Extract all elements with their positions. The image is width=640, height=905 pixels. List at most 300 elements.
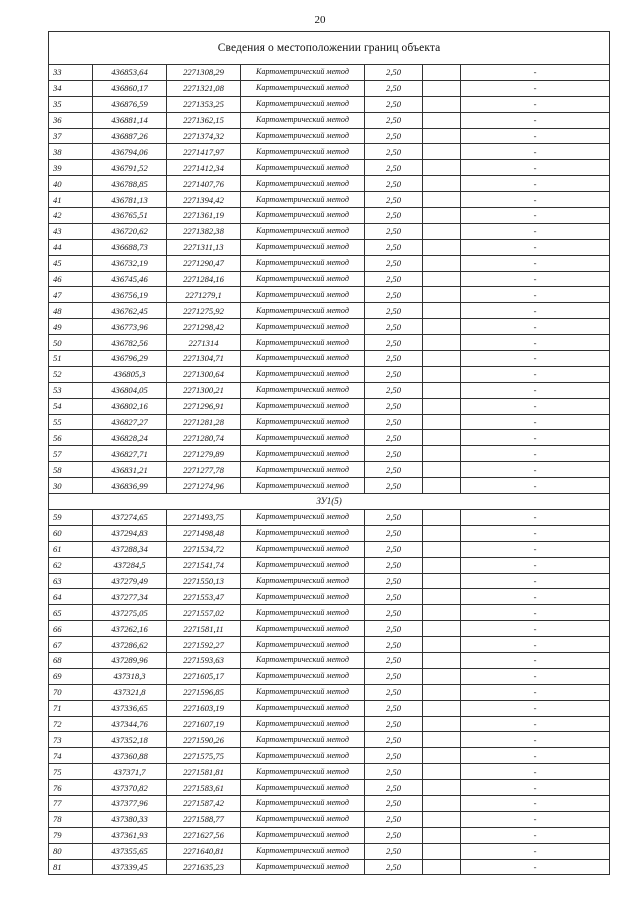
precision-cell: 2,50 [365, 430, 423, 446]
spacer-cell [423, 287, 461, 303]
spacer-cell [423, 382, 461, 398]
table-row [49, 96, 610, 112]
point-number-cell: 61 [49, 541, 93, 557]
spacer-cell [423, 589, 461, 605]
point-number-cell: 55 [49, 414, 93, 430]
description-cell: - [461, 382, 610, 398]
description-cell: - [461, 589, 610, 605]
table-row [49, 255, 610, 271]
description-cell: - [461, 764, 610, 780]
coord-y-cell: 2271284,16 [167, 271, 241, 287]
precision-cell: 2,50 [365, 208, 423, 224]
coord-y-cell: 2271394,42 [167, 192, 241, 208]
precision-cell: 2,50 [365, 176, 423, 192]
spacer-cell [423, 700, 461, 716]
coord-y-cell: 2271588,77 [167, 811, 241, 827]
precision-cell: 2,50 [365, 795, 423, 811]
coord-x-cell: 437339,45 [93, 859, 167, 875]
coord-x-cell: 437318,3 [93, 668, 167, 684]
method-cell: Картометрический метод [241, 605, 365, 621]
description-cell: - [461, 478, 610, 494]
description-cell: - [461, 732, 610, 748]
description-cell: - [461, 287, 610, 303]
spacer-cell [423, 573, 461, 589]
coord-y-cell: 2271296,91 [167, 398, 241, 414]
method-cell: Картометрический метод [241, 398, 365, 414]
coord-y-cell: 2271575,75 [167, 748, 241, 764]
description-cell: - [461, 335, 610, 351]
coord-x-cell: 436887,26 [93, 128, 167, 144]
spacer-cell [423, 160, 461, 176]
table-row [49, 573, 610, 589]
precision-cell: 2,50 [365, 668, 423, 684]
coord-y-cell: 2271640,81 [167, 843, 241, 859]
precision-cell: 2,50 [365, 319, 423, 335]
description-cell: - [461, 65, 610, 81]
point-number-cell: 43 [49, 223, 93, 239]
coord-y-cell: 2271627,56 [167, 827, 241, 843]
coord-x-cell: 436827,71 [93, 446, 167, 462]
point-number-cell: 49 [49, 319, 93, 335]
description-cell: - [461, 557, 610, 573]
spacer-cell [423, 303, 461, 319]
point-number-cell: 36 [49, 112, 93, 128]
description-cell: - [461, 716, 610, 732]
table-row [49, 557, 610, 573]
method-cell: Картометрический метод [241, 239, 365, 255]
point-number-cell: 56 [49, 430, 93, 446]
table-row [49, 208, 610, 224]
coord-x-cell: 436827,27 [93, 414, 167, 430]
coord-x-cell: 436688,73 [93, 239, 167, 255]
table-row [49, 319, 610, 335]
method-cell: Картометрический метод [241, 430, 365, 446]
spacer-cell [423, 795, 461, 811]
description-cell: - [461, 541, 610, 557]
table-row [49, 144, 610, 160]
table-row [49, 621, 610, 637]
method-cell: Картометрический метод [241, 843, 365, 859]
method-cell: Картометрический метод [241, 192, 365, 208]
description-cell: - [461, 684, 610, 700]
method-cell: Картометрический метод [241, 255, 365, 271]
coord-x-cell: 436836,99 [93, 478, 167, 494]
point-number-cell: 47 [49, 287, 93, 303]
precision-cell: 2,50 [365, 652, 423, 668]
table-row [49, 351, 610, 367]
coord-y-cell: 2271605,17 [167, 668, 241, 684]
point-number-cell: 33 [49, 65, 93, 81]
method-cell: Картометрический метод [241, 223, 365, 239]
coord-x-cell: 436745,46 [93, 271, 167, 287]
spacer-cell [423, 780, 461, 796]
description-cell: - [461, 509, 610, 525]
coord-y-cell: 2271300,21 [167, 382, 241, 398]
coord-x-cell: 437284,5 [93, 557, 167, 573]
precision-cell: 2,50 [365, 525, 423, 541]
method-cell: Картометрический метод [241, 541, 365, 557]
spacer-cell [423, 541, 461, 557]
point-number-cell: 34 [49, 80, 93, 96]
precision-cell: 2,50 [365, 271, 423, 287]
point-number-cell: 65 [49, 605, 93, 621]
precision-cell: 2,50 [365, 144, 423, 160]
precision-cell: 2,50 [365, 65, 423, 81]
precision-cell: 2,50 [365, 764, 423, 780]
precision-cell: 2,50 [365, 621, 423, 637]
coord-y-cell: 2271581,81 [167, 764, 241, 780]
table-row [49, 716, 610, 732]
method-cell: Картометрический метод [241, 621, 365, 637]
method-cell: Картометрический метод [241, 478, 365, 494]
precision-cell: 2,50 [365, 637, 423, 653]
spacer-cell [423, 351, 461, 367]
coord-x-cell: 436794,06 [93, 144, 167, 160]
coord-x-cell: 436788,85 [93, 176, 167, 192]
method-cell: Картометрический метод [241, 303, 365, 319]
table-row [49, 112, 610, 128]
coord-x-cell: 436791,52 [93, 160, 167, 176]
method-cell: Картометрический метод [241, 573, 365, 589]
precision-cell: 2,50 [365, 255, 423, 271]
table-row [49, 160, 610, 176]
table-row [49, 176, 610, 192]
coord-y-cell: 2271362,15 [167, 112, 241, 128]
description-cell: - [461, 223, 610, 239]
spacer-cell [423, 430, 461, 446]
description-cell: - [461, 366, 610, 382]
description-cell: - [461, 96, 610, 112]
method-cell: Картометрический метод [241, 366, 365, 382]
coord-x-cell: 436853,64 [93, 65, 167, 81]
point-number-cell: 46 [49, 271, 93, 287]
coord-x-cell: 437361,93 [93, 827, 167, 843]
precision-cell: 2,50 [365, 160, 423, 176]
table-row [49, 462, 610, 478]
precision-cell: 2,50 [365, 541, 423, 557]
spacer-cell [423, 859, 461, 875]
coord-x-cell: 436756,19 [93, 287, 167, 303]
spacer-cell [423, 478, 461, 494]
point-number-cell: 70 [49, 684, 93, 700]
coord-x-cell: 436782,56 [93, 335, 167, 351]
spacer-cell [423, 557, 461, 573]
coord-y-cell: 2271279,1 [167, 287, 241, 303]
table-title: Сведения о местоположении границ объекта [49, 32, 610, 65]
precision-cell: 2,50 [365, 780, 423, 796]
table-row [49, 605, 610, 621]
method-cell: Картометрический метод [241, 557, 365, 573]
boundary-coordinates-table [48, 31, 610, 875]
coord-y-cell: 2271581,11 [167, 621, 241, 637]
precision-cell: 2,50 [365, 382, 423, 398]
precision-cell: 2,50 [365, 414, 423, 430]
table-row [49, 382, 610, 398]
coord-x-cell: 436805,3 [93, 366, 167, 382]
coord-y-cell: 2271557,02 [167, 605, 241, 621]
coord-y-cell: 2271353,25 [167, 96, 241, 112]
spacer-cell [423, 176, 461, 192]
coord-y-cell: 2271590,26 [167, 732, 241, 748]
spacer-cell [423, 637, 461, 653]
point-number-cell: 38 [49, 144, 93, 160]
spacer-cell [423, 525, 461, 541]
method-cell: Картометрический метод [241, 65, 365, 81]
description-cell: - [461, 462, 610, 478]
spacer-cell [423, 811, 461, 827]
spacer-cell [423, 748, 461, 764]
precision-cell: 2,50 [365, 239, 423, 255]
precision-cell: 2,50 [365, 557, 423, 573]
point-number-cell: 41 [49, 192, 93, 208]
description-cell: - [461, 621, 610, 637]
method-cell: Картометрический метод [241, 732, 365, 748]
spacer-cell [423, 843, 461, 859]
coord-y-cell: 2271593,63 [167, 652, 241, 668]
method-cell: Картометрический метод [241, 795, 365, 811]
spacer-cell [423, 446, 461, 462]
point-number-cell: 37 [49, 128, 93, 144]
point-number-cell: 66 [49, 621, 93, 637]
precision-cell: 2,50 [365, 748, 423, 764]
point-number-cell: 48 [49, 303, 93, 319]
table-row [49, 811, 610, 827]
spacer-cell [423, 208, 461, 224]
coord-x-cell: 437294,83 [93, 525, 167, 541]
spacer-cell [423, 764, 461, 780]
method-cell: Картометрический метод [241, 144, 365, 160]
precision-cell: 2,50 [365, 287, 423, 303]
description-cell: - [461, 795, 610, 811]
table-row [49, 430, 610, 446]
point-number-cell: 44 [49, 239, 93, 255]
method-cell: Картометрический метод [241, 637, 365, 653]
precision-cell: 2,50 [365, 478, 423, 494]
coord-x-cell: 436796,29 [93, 351, 167, 367]
method-cell: Картометрический метод [241, 271, 365, 287]
table-row [49, 589, 610, 605]
table-row [49, 414, 610, 430]
precision-cell: 2,50 [365, 462, 423, 478]
spacer-cell [423, 80, 461, 96]
point-number-cell: 62 [49, 557, 93, 573]
description-cell: - [461, 573, 610, 589]
precision-cell: 2,50 [365, 732, 423, 748]
coord-x-cell: 436860,17 [93, 80, 167, 96]
section-label: ЗУ1(5) [49, 494, 610, 510]
method-cell: Картометрический метод [241, 382, 365, 398]
point-number-cell: 72 [49, 716, 93, 732]
method-cell: Картометрический метод [241, 128, 365, 144]
description-cell: - [461, 80, 610, 96]
description-cell: - [461, 811, 610, 827]
table-row [49, 843, 610, 859]
spacer-cell [423, 65, 461, 81]
coord-y-cell: 2271592,27 [167, 637, 241, 653]
precision-cell: 2,50 [365, 192, 423, 208]
point-number-cell: 80 [49, 843, 93, 859]
description-cell: - [461, 700, 610, 716]
coord-y-cell: 2271541,74 [167, 557, 241, 573]
coord-x-cell: 437336,65 [93, 700, 167, 716]
coord-y-cell: 2271321,08 [167, 80, 241, 96]
point-number-cell: 63 [49, 573, 93, 589]
precision-cell: 2,50 [365, 843, 423, 859]
coord-y-cell: 2271280,74 [167, 430, 241, 446]
table-row [49, 271, 610, 287]
description-cell: - [461, 414, 610, 430]
method-cell: Картометрический метод [241, 652, 365, 668]
method-cell: Картометрический метод [241, 811, 365, 827]
table-row [49, 65, 610, 81]
point-number-cell: 68 [49, 652, 93, 668]
precision-cell: 2,50 [365, 80, 423, 96]
coord-x-cell: 436881,14 [93, 112, 167, 128]
method-cell: Картометрический метод [241, 335, 365, 351]
point-number-cell: 81 [49, 859, 93, 875]
method-cell: Картометрический метод [241, 589, 365, 605]
spacer-cell [423, 128, 461, 144]
point-number-cell: 60 [49, 525, 93, 541]
description-cell: - [461, 319, 610, 335]
method-cell: Картометрический метод [241, 160, 365, 176]
coord-x-cell: 436720,62 [93, 223, 167, 239]
method-cell: Картометрический метод [241, 859, 365, 875]
precision-cell: 2,50 [365, 335, 423, 351]
point-number-cell: 75 [49, 764, 93, 780]
table-row [49, 637, 610, 653]
table-row [49, 732, 610, 748]
method-cell: Картометрический метод [241, 96, 365, 112]
description-cell: - [461, 780, 610, 796]
table-row [49, 700, 610, 716]
table-row [49, 509, 610, 525]
coord-y-cell: 2271607,19 [167, 716, 241, 732]
point-number-cell: 59 [49, 509, 93, 525]
spacer-cell [423, 668, 461, 684]
section-row [49, 494, 610, 510]
method-cell: Картометрический метод [241, 462, 365, 478]
method-cell: Картометрический метод [241, 525, 365, 541]
precision-cell: 2,50 [365, 605, 423, 621]
point-number-cell: 35 [49, 96, 93, 112]
table-row [49, 525, 610, 541]
precision-cell: 2,50 [365, 128, 423, 144]
coord-x-cell: 437344,76 [93, 716, 167, 732]
coord-x-cell: 437277,34 [93, 589, 167, 605]
coord-y-cell: 2271290,47 [167, 255, 241, 271]
coord-x-cell: 437380,33 [93, 811, 167, 827]
point-number-cell: 71 [49, 700, 93, 716]
method-cell: Картометрический метод [241, 716, 365, 732]
method-cell: Картометрический метод [241, 319, 365, 335]
spacer-cell [423, 223, 461, 239]
point-number-cell: 39 [49, 160, 93, 176]
coord-y-cell: 2271635,23 [167, 859, 241, 875]
coord-y-cell: 2271587,42 [167, 795, 241, 811]
coord-y-cell: 2271417,97 [167, 144, 241, 160]
coord-y-cell: 2271277,78 [167, 462, 241, 478]
method-cell: Картометрический метод [241, 414, 365, 430]
precision-cell: 2,50 [365, 573, 423, 589]
table-row [49, 398, 610, 414]
table-row [49, 335, 610, 351]
spacer-cell [423, 255, 461, 271]
method-cell: Картометрический метод [241, 80, 365, 96]
coord-y-cell: 2271596,85 [167, 684, 241, 700]
description-cell: - [461, 446, 610, 462]
precision-cell: 2,50 [365, 96, 423, 112]
coord-x-cell: 437286,62 [93, 637, 167, 653]
point-number-cell: 67 [49, 637, 93, 653]
description-cell: - [461, 398, 610, 414]
coord-x-cell: 437289,96 [93, 652, 167, 668]
coord-y-cell: 2271553,47 [167, 589, 241, 605]
method-cell: Картометрический метод [241, 684, 365, 700]
spacer-cell [423, 112, 461, 128]
table-row [49, 764, 610, 780]
description-cell: - [461, 160, 610, 176]
coord-y-cell: 2271374,32 [167, 128, 241, 144]
precision-cell: 2,50 [365, 700, 423, 716]
method-cell: Картометрический метод [241, 668, 365, 684]
coord-x-cell: 436732,19 [93, 255, 167, 271]
table-body [49, 32, 610, 875]
coord-x-cell: 437370,82 [93, 780, 167, 796]
point-number-cell: 76 [49, 780, 93, 796]
coord-x-cell: 436831,21 [93, 462, 167, 478]
coord-x-cell: 436765,51 [93, 208, 167, 224]
point-number-cell: 30 [49, 478, 93, 494]
spacer-cell [423, 732, 461, 748]
coord-y-cell: 2271304,71 [167, 351, 241, 367]
method-cell: Картометрический метод [241, 208, 365, 224]
table-row [49, 239, 610, 255]
coord-y-cell: 2271275,92 [167, 303, 241, 319]
coord-x-cell: 437360,88 [93, 748, 167, 764]
table-row [49, 446, 610, 462]
spacer-cell [423, 319, 461, 335]
point-number-cell: 73 [49, 732, 93, 748]
description-cell: - [461, 430, 610, 446]
method-cell: Картометрический метод [241, 176, 365, 192]
coord-y-cell: 2271298,42 [167, 319, 241, 335]
method-cell: Картометрический метод [241, 748, 365, 764]
table-row [49, 80, 610, 96]
point-number-cell: 77 [49, 795, 93, 811]
point-number-cell: 69 [49, 668, 93, 684]
coord-x-cell: 437288,34 [93, 541, 167, 557]
point-number-cell: 51 [49, 351, 93, 367]
spacer-cell [423, 716, 461, 732]
table-row [49, 652, 610, 668]
spacer-cell [423, 398, 461, 414]
table-row [49, 780, 610, 796]
coord-x-cell: 436762,45 [93, 303, 167, 319]
table-row [49, 128, 610, 144]
precision-cell: 2,50 [365, 351, 423, 367]
spacer-cell [423, 144, 461, 160]
description-cell: - [461, 843, 610, 859]
spacer-cell [423, 335, 461, 351]
method-cell: Картометрический метод [241, 112, 365, 128]
table-row [49, 223, 610, 239]
method-cell: Картометрический метод [241, 764, 365, 780]
precision-cell: 2,50 [365, 684, 423, 700]
description-cell: - [461, 192, 610, 208]
spacer-cell [423, 414, 461, 430]
precision-cell: 2,50 [365, 827, 423, 843]
